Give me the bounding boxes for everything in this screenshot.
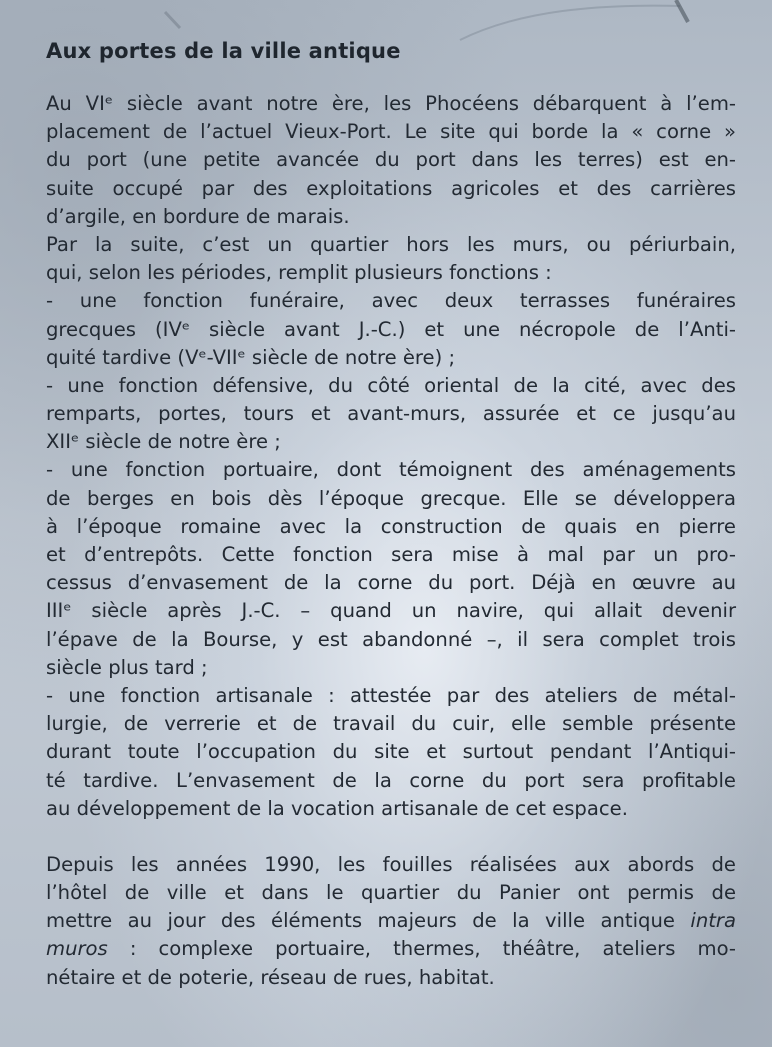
text-line (46, 344, 736, 372)
text-line (46, 175, 736, 203)
text-line (46, 795, 736, 823)
text-line (46, 851, 736, 879)
text-line (46, 146, 736, 174)
text-run: té tardive. L’envasement de la corne du port sera profitable (46, 768, 736, 792)
text-line (46, 710, 736, 738)
text-run: suite occupé par des exploitations agricoles et des carrières (46, 176, 736, 200)
text-line (46, 626, 736, 654)
text-run: - une fonction portuaire, dont témoignent des aménagements (46, 458, 736, 482)
text-run: l’épave de la Bourse, y est abandonné –, il sera complet trois (46, 627, 736, 651)
italic-term: muros (46, 937, 108, 961)
text-line (46, 597, 736, 625)
text-run: nétaire et de poterie, réseau de rues, habitat. (46, 965, 495, 989)
text-line (46, 879, 736, 907)
panel-title: Aux portes de la ville antique (46, 39, 401, 63)
text-line (46, 964, 736, 992)
text-run: - une fonction artisanale : attestée par des ateliers de métal- (46, 683, 736, 707)
text-line (46, 907, 736, 935)
text-run: remparts, portes, tours et avant-murs, assurée et ce jusqu’au (46, 402, 736, 426)
text-line (46, 569, 736, 597)
text-line (46, 428, 736, 456)
text-line (46, 203, 736, 231)
text-line (46, 231, 736, 259)
information-panel (46, 36, 736, 992)
text-line (46, 400, 736, 428)
text-line (46, 767, 736, 795)
text-run: - une fonction funéraire, avec deux terrasses funéraires (46, 289, 736, 313)
text-line (46, 485, 736, 513)
italic-term: intra (690, 909, 736, 933)
text-run: grecques (IVᵉ siècle avant J.-C.) et une nécropole de l’Anti- (46, 317, 736, 341)
text-run: l’hôtel de ville et dans le quartier du Panier ont permis de (46, 881, 736, 905)
text-line (46, 541, 736, 569)
text-line (46, 316, 736, 344)
text-run: cessus d’envasement de la corne du port. Déjà en œuvre au (46, 571, 736, 595)
paragraph-excavations (46, 851, 736, 992)
text-run: de berges en bois dès l’époque grecque. Elle se développera (46, 486, 736, 510)
text-run: mettre au jour des éléments majeurs de la ville antique (46, 909, 675, 933)
text-run: Depuis les années 1990, les fouilles réalisées aux abords de (46, 852, 736, 876)
text-line (46, 372, 736, 400)
text-run: XIIᵉ siècle de notre ère ; (46, 430, 281, 454)
text-run: durant toute l’occupation du site et surtout pendant l’Antiqui- (46, 740, 736, 764)
text-line (46, 90, 736, 118)
text-run: IIIᵉ siècle après J.-C. – quand un navire, qui allait devenir (46, 599, 736, 623)
text-run: placement de l’actuel Vieux-Port. Le site qui borde la « corne » (46, 120, 736, 144)
text-run: siècle plus tard ; (46, 655, 208, 679)
text-run: lurgie, de verrerie et de travail du cuir, elle semble présente (46, 712, 736, 736)
text-run: qui, selon les périodes, remplit plusieurs fonctions : (46, 261, 552, 285)
text-line (46, 118, 736, 146)
text-run: et d’entrepôts. Cette fonction sera mise à mal par un pro- (46, 543, 736, 566)
text-run: Par la suite, c’est un quartier hors les murs, ou périurbain, (46, 232, 736, 256)
text-run: du port (une petite avancée du port dans les terres) est en- (46, 148, 736, 172)
text-line (46, 513, 736, 541)
text-run: d’argile, en bordure de marais. (46, 204, 350, 228)
text-line (46, 456, 736, 484)
text-run: au développement de la vocation artisanale de cet espace. (46, 796, 628, 820)
text-line (46, 654, 736, 682)
text-line (46, 259, 736, 287)
text-run: - une fonction défensive, du côté oriental de la cité, avec des (46, 373, 736, 397)
text-line (46, 738, 736, 766)
text-line (46, 287, 736, 315)
paragraph-history (46, 90, 736, 823)
panel-body (46, 90, 736, 992)
text-line (46, 935, 736, 963)
text-run: à l’époque romaine avec la construction de quais en pierre (46, 514, 736, 538)
text-run: Au VIᵉ siècle avant notre ère, les Phocéens débarquent à l’em- (46, 92, 736, 115)
paragraph-gap (46, 823, 736, 851)
text-run: : complexe portuaire, thermes, théâtre, ateliers mo- (107, 937, 736, 961)
text-run: quité tardive (Vᵉ-VIIᵉ siècle de notre ère) ; (46, 345, 456, 369)
text-line (46, 682, 736, 710)
